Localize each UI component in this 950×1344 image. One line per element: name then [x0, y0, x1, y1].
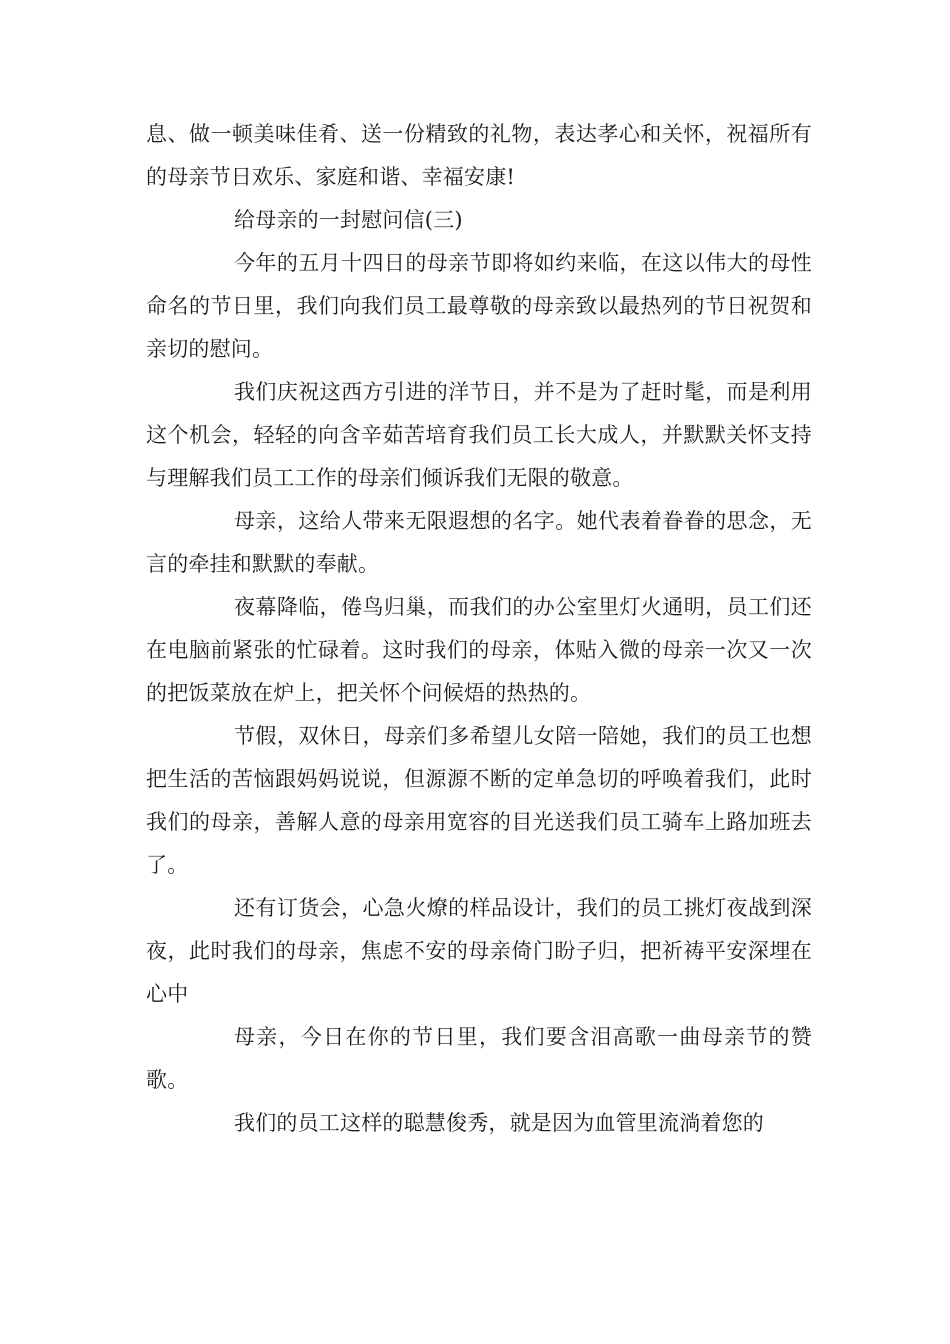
paragraph: 节假，双休日，母亲们多希望儿女陪一陪她，我们的员工也想把生活的苦恼跟妈妈说说，但源源不断的定单急切的呼唤着我们，此时我们的母亲，善解人意的母亲用宽容的目光送我们员工骑车上路加班去了。: [146, 724, 812, 877]
paragraph: 夜幕降临，倦鸟归巢，而我们的办公室里灯火通明，员工们还在电脑前紧张的忙碌着。这时我们的母亲，体贴入微的母亲一次又一次的把饭菜放在炉上，把关怀个问候焐的热热的。: [146, 595, 812, 705]
paragraph: 我们庆祝这西方引进的洋节日，并不是为了赶时髦，而是利用这个机会，轻轻的向含辛茹苦培育我们员工长大成人，并默默关怀支持与理解我们员工工作的母亲们倾诉我们无限的敬意。: [146, 380, 812, 490]
paragraph: 母亲，这给人带来无限遐想的名字。她代表着眷眷的思念，无言的牵挂和默默的奉献。: [146, 509, 812, 576]
paragraph: 母亲，今日在你的节日里，我们要含泪高歌一曲母亲节的赞歌。: [146, 1025, 812, 1092]
document-body: [146, 113, 812, 1145]
letter-heading: 给母亲的一封慰问信(三): [234, 208, 463, 232]
paragraph-continuation: 息、做一顿美味佳肴、送一份精致的礼物，表达孝心和关怀，祝福所有的母亲节日欢乐、家庭和谐、幸福安康!: [146, 122, 812, 189]
paragraph-truncated: 我们的员工这样的聪慧俊秀，就是因为血管里流淌着您的: [234, 1111, 764, 1135]
paragraph: 还有订货会，心急火燎的样品设计，我们的员工挑灯夜战到深夜，此时我们的母亲，焦虑不安的母亲倚门盼子归，把祈祷平安深埋在心中: [146, 896, 812, 1006]
paragraph: 今年的五月十四日的母亲节即将如约来临，在这以伟大的母性命名的节日里，我们向我们员工最尊敬的母亲致以最热列的节日祝贺和亲切的慰问。: [146, 251, 812, 361]
